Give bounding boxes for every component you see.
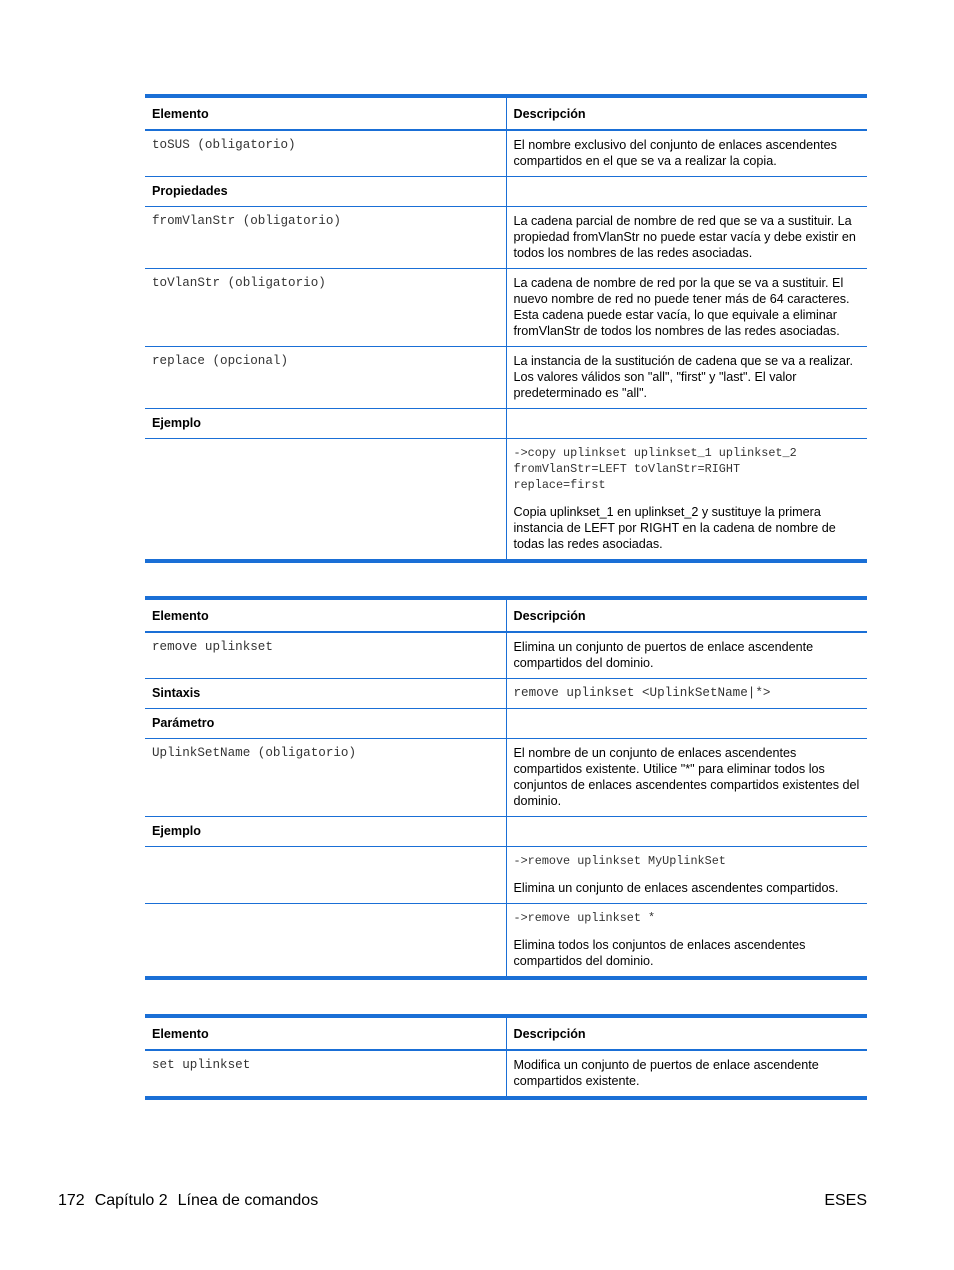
table-header-row — [145, 598, 867, 632]
syntax-code: remove uplinkset <UplinkSetName|*> — [506, 679, 867, 709]
example-cell — [506, 847, 867, 904]
example-code: ->remove uplinkset MyUplinkSet — [513, 854, 726, 868]
section-label: Propiedades — [145, 177, 506, 207]
syntax-row — [145, 679, 867, 709]
example-empty-cell — [145, 847, 506, 904]
syntax-label: Sintaxis — [145, 679, 506, 709]
example-code: ->copy uplinkset uplinkset_1 uplinkset_2 fromVlanStr=LEFT toVlanStr=RIGHT replace=first — [513, 446, 797, 492]
section-empty-cell — [506, 409, 867, 439]
page-number: 172 — [58, 1192, 85, 1209]
element-name: remove uplinkset — [145, 632, 506, 679]
table-row — [145, 1050, 867, 1098]
header-elemento: Elemento — [152, 609, 209, 623]
section-row — [145, 177, 867, 207]
table-remove-uplinkset — [145, 596, 867, 980]
header-descripcion: Descripción — [506, 598, 867, 632]
page-footer-left — [58, 1192, 318, 1210]
element-name: set uplinkset — [145, 1050, 506, 1098]
header-descripcion: Descripción — [506, 96, 867, 130]
example-description: Elimina todos los conjuntos de enlaces ascendentes compartidos del dominio. — [513, 938, 806, 968]
section-row — [145, 709, 867, 739]
example-empty-cell — [145, 439, 506, 562]
section-label: Ejemplo — [145, 409, 506, 439]
table-header-row — [145, 96, 867, 130]
element-description: Modifica un conjunto de puertos de enlace ascendente compartidos existente. — [506, 1050, 867, 1098]
example-description: Copia uplinkset_1 en uplinkset_2 y sustituye la primera instancia de LEFT por RIGHT en la cadena de nombre de todas las redes asociadas. — [513, 505, 836, 551]
element-description: El nombre de un conjunto de enlaces ascendentes compartidos existente. Utilice "*" para eliminar todos los conjuntos de enlaces ascendentes compartidos existentes del dominio. — [506, 739, 867, 817]
example-row — [145, 904, 867, 979]
example-cell — [506, 904, 867, 979]
table-row — [145, 207, 867, 269]
header-descripcion: Descripción — [506, 1016, 867, 1050]
example-row — [145, 439, 867, 562]
table-header-row — [145, 1016, 867, 1050]
element-description: La cadena de nombre de red por la que se va a sustituir. El nuevo nombre de red no puede tener más de 64 caracteres. Esta cadena puede estar vacía, lo que equivale a eliminar fromVlanStr de todos los nombres de las redes asociadas. — [506, 269, 867, 347]
header-elemento: Elemento — [152, 1027, 209, 1041]
element-name: fromVlanStr (obligatorio) — [145, 207, 506, 269]
section-row — [145, 817, 867, 847]
element-description: La instancia de la sustitución de cadena que se va a realizar. Los valores válidos son "all", "first" y "last". El valor predeterminado es "all". — [506, 347, 867, 409]
table-copy-uplinkset — [145, 94, 867, 563]
section-label: Ejemplo — [145, 817, 506, 847]
table-set-uplinkset — [145, 1014, 867, 1100]
example-description: Elimina un conjunto de enlaces ascendentes compartidos. — [513, 881, 839, 895]
section-empty-cell — [506, 817, 867, 847]
header-elemento: Elemento — [152, 107, 209, 121]
example-row — [145, 847, 867, 904]
section-empty-cell — [506, 177, 867, 207]
element-description: Elimina un conjunto de puertos de enlace ascendente compartidos del dominio. — [506, 632, 867, 679]
table-row — [145, 269, 867, 347]
table-row — [145, 130, 867, 177]
section-empty-cell — [506, 709, 867, 739]
element-name: replace (opcional) — [145, 347, 506, 409]
element-name: toSUS (obligatorio) — [145, 130, 506, 177]
example-code: ->remove uplinkset * — [513, 911, 656, 925]
chapter-title: Línea de comandos — [177, 1192, 319, 1209]
table-row — [145, 632, 867, 679]
table-row — [145, 739, 867, 817]
example-empty-cell — [145, 904, 506, 979]
element-description: La cadena parcial de nombre de red que se va a sustituir. La propiedad fromVlanStr no puede estar vacía y debe existir en todos los nombres de las redes asociadas. — [506, 207, 867, 269]
section-row — [145, 409, 867, 439]
element-name: UplinkSetName (obligatorio) — [145, 739, 506, 817]
element-description: El nombre exclusivo del conjunto de enlaces ascendentes compartidos en el que se va a realizar la copia. — [506, 130, 867, 177]
table-row — [145, 347, 867, 409]
element-name: toVlanStr (obligatorio) — [145, 269, 506, 347]
page-footer-locale: ESES — [824, 1192, 867, 1209]
section-label: Parámetro — [145, 709, 506, 739]
chapter-label: Capítulo 2 — [94, 1192, 168, 1209]
example-cell — [506, 439, 867, 562]
